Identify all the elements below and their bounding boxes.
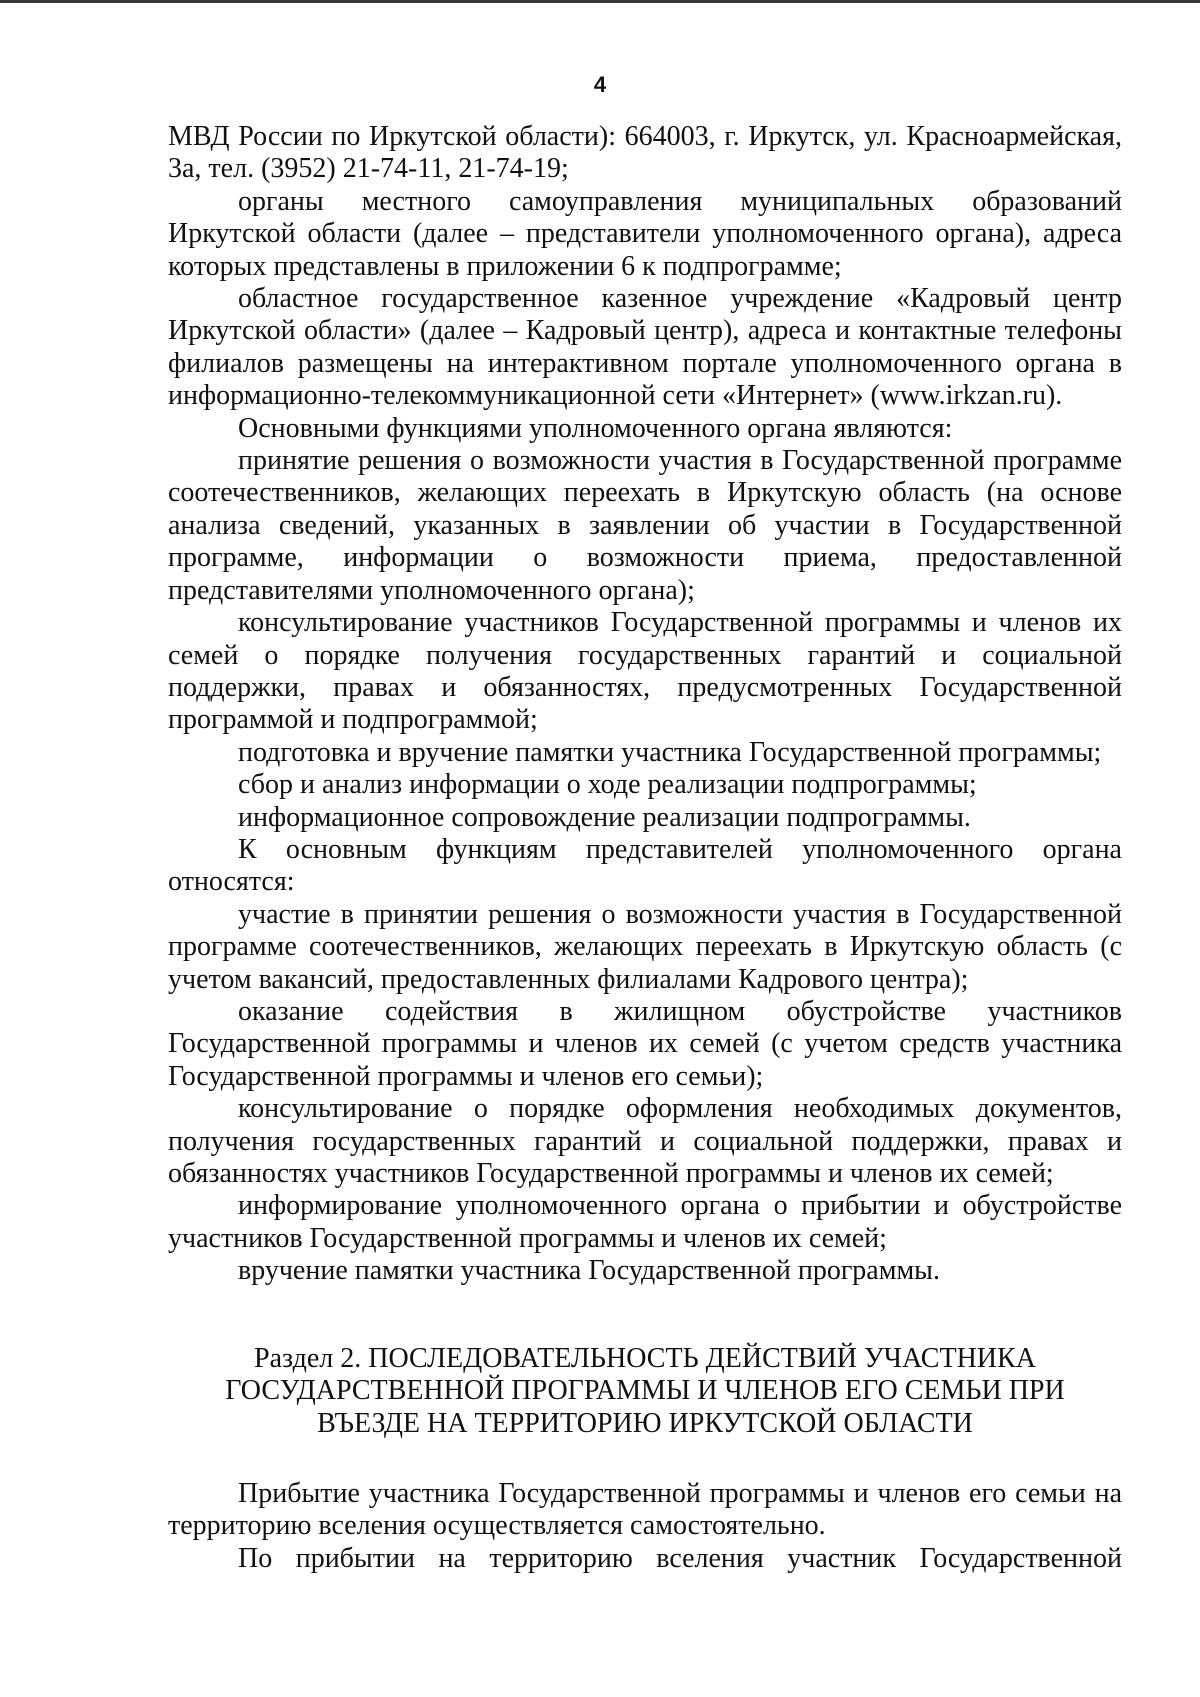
paragraph-rep-informing: информирование уполномоченного органа о прибытии и обустройстве участников Государственной программы и членов их семей; [168,1190,1122,1254]
paragraph-function-decision: принятие решения о возможности участия в Государственной программе соотечественников, желающих переехать в Иркутскую область (на основе анализа сведений, указанных в заявлении об участии в Государственной программе, информации о возможности приема, предоставленной представителями уполномоченного органа); [168,445,1122,606]
document-body [168,121,1122,1288]
page-top-edge [0,0,1200,3]
section-heading-line: ВЪЕЗДЕ НА ТЕРРИТОРИЮ ИРКУТСКОЙ ОБЛАСТИ [317,1407,973,1439]
section-heading-line: Раздел 2. ПОСЛЕДОВАТЕЛЬНОСТЬ ДЕЙСТВИЙ УЧАСТНИКА [254,1343,1036,1374]
page-number: 4 [593,72,607,97]
paragraph-arrival: Прибытие участника Государственной программы и членов его семьи на территорию вселения осуществляется самостоятельно. [168,1478,1122,1542]
paragraph-representatives-intro: К основным функциям представителей уполномоченного органа относятся: [168,833,1122,898]
paragraph-rep-consulting: консультирование о порядке оформления необходимых документов, получения государственных гарантий и социальной поддержки, правах и обязанностях участников Государственной программы и членов их семей; [168,1093,1122,1189]
section-body [168,1478,1122,1575]
paragraph-personnel-center: областное государственное казенное учреждение «Кадровый центр Иркутской области» (далее – Кадровый центр), адреса и контактные телефоны филиалов размещены на интерактивном портале уполномоченного органа в информационно-телекоммуникационной сети «Интернет» (www.irkzan.ru). [168,283,1122,412]
paragraph-mvd-address: МВД России по Иркутской области): 664003, г. Иркутск, ул. Красноармейская, 3а, тел. (3952) 21-74-11, 21-74-19; [168,121,1122,185]
paragraph-rep-decision: участие в принятии решения о возможности участия в Государственной программе соотечественников, желающих переехать в Иркутскую область (с учетом вакансий, предоставленных филиалами Кадрового центра); [168,898,1122,995]
paragraph-rep-housing: оказание содействия в жилищном обустройстве участников Государственной программы и членов их семей (с учетом средств участника Государственной программы и членов его семьи); [168,995,1122,1092]
paragraph-local-government: органы местного самоуправления муниципальных образований Иркутской области (далее – представители уполномоченного органа), адреса которых представлены в приложении 6 к подпрограмме; [168,185,1122,282]
paragraph-upon-arrival: По прибытии на территорию вселения участник Государственной [238,1542,1122,1574]
paragraph-rep-memo: вручение памятки участника Государственной программы. [238,1255,940,1287]
paragraph-function-analysis: сбор и анализ информации о ходе реализации подпрограммы; [238,769,977,801]
paragraph-function-info-support: информационное сопровождение реализации подпрограммы. [238,801,971,833]
paragraph-function-memo: подготовка и вручение памятки участника Государственной программы; [238,736,1102,768]
paragraph-functions-intro: Основными функциями уполномоченного органа являются: [238,412,953,444]
section-heading-line: ГОСУДАРСТВЕННОЙ ПРОГРАММЫ И ЧЛЕНОВ ЕГО СЕМЬИ ПРИ [225,1375,1065,1407]
paragraph-function-consulting: консультирование участников Государственной программы и членов их семей о порядке получения государственных гарантий и социальной поддержки, правах и обязанностях, предусмотренных Государственной программой и подпрограммой; [168,607,1122,736]
section-heading [168,1343,1122,1440]
